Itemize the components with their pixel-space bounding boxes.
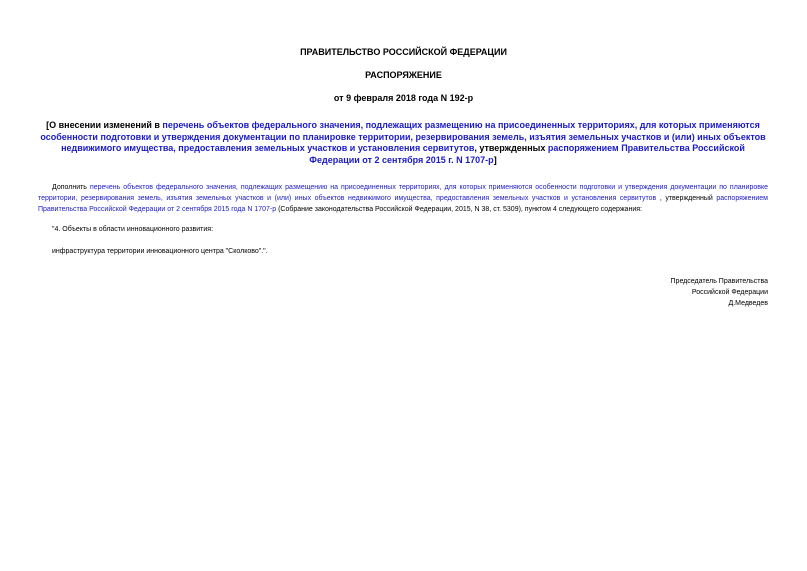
date-number-heading: от 9 февраля 2018 года N 192-р — [333, 93, 474, 103]
signature-position: Председатель Правительства — [670, 278, 768, 285]
title-open-text: [О внесении изменений в — [46, 120, 163, 130]
document-title — [38, 120, 768, 166]
paragraph-intro-text: Дополнить — [52, 184, 90, 191]
title-list-link[interactable]: перечень объектов федерального значения, подлежащих размещению на присоединенных территориях, для которых применяются особенности подготовки и утверждения документации по планировке территории, резервирования земель, изъятия земельных участков и (или) иных объектов недвижимого имущества, предоставления земельных участков и установления сервитутов — [40, 120, 766, 154]
title-middle-text: , утвержденных — [474, 143, 548, 154]
document-type-heading: РАСПОРЯЖЕНИЕ — [365, 70, 442, 80]
item-4-heading: "4. Объекты в области инновационного развития: — [52, 226, 214, 233]
signature-block — [568, 276, 768, 309]
government-heading: ПРАВИТЕЛЬСТВО РОССИЙСКОЙ ФЕДЕРАЦИИ — [300, 47, 507, 57]
paragraph-order-link[interactable]: распоряжением Правительства Российской Федерации от 2 сентября 2015 года N 1707-р — [38, 195, 768, 213]
signature-country: Российской Федерации — [691, 289, 768, 296]
paragraph-tail-text: (Собрание законодательства Российской Федерации, 2015, N 38, ст. 5309), пунктом 4 следующего содержания: — [276, 206, 642, 213]
item-4-detail: инфраструктура территории инновационного центра "Сколково".". — [52, 248, 268, 255]
title-order-link[interactable]: распоряжением Правительства Российской Федерации от 2 сентября 2015 г. N 1707-р — [309, 143, 745, 165]
paragraph-list-link[interactable]: перечень объектов федерального значения, подлежащих размещению на присоединенных территориях, для которых применяются особенности подготовки и утверждения документации по планировке территории, резервирования земель, изъятия земельных участков и (или) иных объектов недвижимого имущества, предоставления земельных участков и установления сервитутов — [38, 184, 768, 202]
paragraph-middle-text: , утвержденный — [656, 195, 717, 202]
main-paragraph — [38, 182, 768, 215]
signature-name: Д.Медведев — [728, 300, 768, 307]
title-close-text: ] — [493, 154, 497, 165]
